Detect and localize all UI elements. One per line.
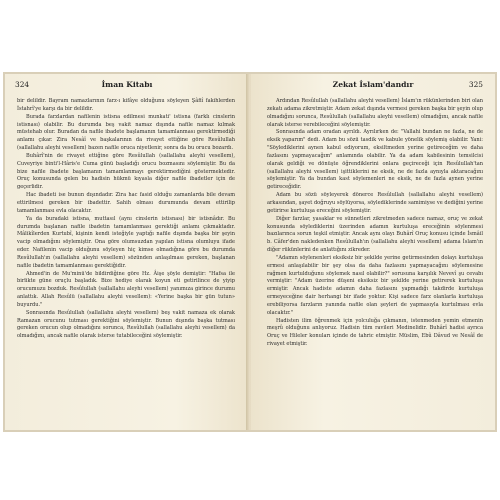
left-page-header xyxy=(5,80,249,94)
page-number: 324 xyxy=(15,80,30,89)
paragraph: Adam bu sözü söyleyerek dönerce Resûlullah (sallallahu aleyhi vesellem) arkasından, şayet doğruyu söylüyorsa, söylediklerinde samimiyse ve dediğini yerine getirirse kurtuluşa ereceğini söylemiştir. xyxy=(267,192,483,214)
paragraph: Ardından Resûlullah (sallallahu aleyhi vesellem) İslam'ın rükünlerinden biri olan zekatı adama zikretmiştir. Adam zekat dışında vermesi gereken başka bir şeyin olup olmadığını sorunca, Resûlullah (sallallahu aleyhi vesellem) olmadığını, ancak nafile olarak isterse verebileceğini söylemiştir. xyxy=(267,98,483,128)
running-title: İman Kitabı xyxy=(101,80,153,89)
left-page xyxy=(5,74,249,430)
paragraph: bir delildir. Bayram namazlarının farz-ı kifâye olduğunu söyleyen Şâfiî fakihlerden İstahrî'ye karşı da bir delildir. xyxy=(17,98,235,112)
paragraph: Buhârî'nin de rivayet ettiğine göre Resûlullah (sallallahu aleyhi vesellem), Cuveyriye binti'l-Hâris'e Cuma günü başladığı orucu bozmasını söylemiştir. Bu da bize nafile ibadete başlamanın tamamlanmayı gerektirmediğini göstermektedir. Oruç konusunda gelen bu hadisin hükmü kıyasla diğer nafile ibadetler için de geçerlidir. xyxy=(17,152,235,191)
page-number: 325 xyxy=(468,80,483,89)
paragraph: Sonrasında Resûlullah (sallallahu aleyhi vesellem) beş vakit namaza ek olarak Ramazan orucunu tutması gerektiğini söylemiştir. Bunun dışında başka tutması gereken orucun olup olmadığını sorunca, Resûlullah (sallallahu aleyhi vesellem) da olmadığını, ancak nafile olarak isterse tutabileceğini söylemiştir. xyxy=(17,309,235,340)
paragraph: Hadisten ilim öğrenmek için yolculuğa çıkmanın, istenmeden yemin etmenin meşrû olduğunu anlıyoruz. Hadisin tüm ravileri Medinelidir. Buhârî hadisi ayrıca Oruç ve Hileler konuları içinde de tahric etmiştir. Müslim, Ebû Dâvud ve Nesâî de rivayet etmiştir. xyxy=(267,317,483,348)
right-page-body xyxy=(267,98,483,349)
paragraph: "Adamın söylenenleri eksiksiz bir şekilde yerine getirmesinden dolayı kurtuluşa ermesi anlaşılabilir bir şey olsa da daha fazlasını yapmayacağını söylemesine rağmen kurtulduğunu söylemek nasıl olabilir?" sorusuna karşılık Nevevî şu cevabı vermiştir: "Adam üzerine düşeni eksiksiz bir şekilde yerine getirerek kurtuluşa ermiştir. Ancak hadiste adamın daha fazlasını yapmadığı takdirde kurtuluşa ermeyeceğine dair herhangi bir ifade yoktur. Kişi sadece farz olanlarla kurtuluşa erebiliyorsa farzların yanında nafile olan şeyleri de yapmasıyla kurtulması evla olacaktır." xyxy=(267,254,483,316)
left-page-body xyxy=(17,98,235,341)
paragraph: Ahmed'in de Mu'minü'de bildirdiğine göre Hz. Âişe şöyle demiştir: "Hafsa ile birlikte güne oruçlu başladık. Bize hediye olarak koyun eti getirilince de yiyip orucumuzu bozduk. Resûlullah (sallallahu aleyhi vesellem) yanımıza girince durumu anlattık. Allah Resûlü (sallallahu aleyhi vesellem): «Yerine başka bir gün tutun» buyurdu." xyxy=(17,270,235,308)
paragraph: Hac ibadeti ise bunun dışındadır. Zira hac fasid olduğu zamanlarda bile devam ettirilmesi gereken bir ibadettir. Sahih olması durumunda devam ettirilip tamamlanması evla olacaktır. xyxy=(17,192,235,214)
paragraph: Sonrasında adam oradan ayrıldı. Ayrılırken de: "Vallahi bundan ne fazla, ne de eksik yaparım" dedi. Adam bu sözü tasdik ve kabule yönelik söylemiş olabilir. Yani: "Söylediklerini aynen kabul ediyorum, eksiltmeden yerine getireceğim ve daha fazlasını yapmayacağım" anlamında olabilir. Ya da adam kabilesinin temsilcisi olarak geldiği ve dönüşte öğrendiklerini onlara geçireceği için Resûlullah'tan (sallallahu aleyhi vesellem) işittiklerini ne eksik, ne de fazla aynıyla aktaracağını söylemiştir. Ya da bundan kast söylemenleri ne eksik, ne de fazla aynen yerine getireceğidir. xyxy=(267,129,483,191)
paragraph: Burada farzlardan nafilenin istisna edilmesi munkati' istisna (farklı cinslerin istisnası) olabilir. Bu durumda beş vakit namaz dışında nafile namaz kılmak müstehab olur. Buradan da nafile ibadete başlamanın tamamlanması gerektirmediği anlamı çıkar. Zira Nesâî ve başkalarının da rivayet ettiğine göre Resûlullah (sallallahu aleyhi vesellem) bazen nafile oruca niyetlenir, sonra da bu orucu bozardı. xyxy=(17,113,235,152)
running-title: Zekat İslam'dandır xyxy=(332,80,414,89)
paragraph: Diğer farzlar, yasaklar ve sünnetleri zikretmeden sadece namaz, oruç ve zekat konusunda söylediklerini üzerinden adamın kurtuluşa ereceğinin söylenmesi bazılarınca sorun teşkil etmiştir. Ancak aynı olayı Buhârî Oruç konusu içinde İsmâil b. Câfer'den nakledenken Resûlullah'ın (sallallahu aleyhi vesellem) adama İslam'ın diğer rükünlerini de anlattığını zikreder. xyxy=(267,215,483,254)
right-page xyxy=(251,74,495,430)
paragraph: Ya da buradaki istisna, muttasıl (aynı cinslerin istisnası) bir istisnâdır. Bu durumda başlanan nafile ibadetin tamamlanması gerektiği anlamı çıkmaktadır. Mâlikîlerden Kurtubî, kişinin kendi isteğiyle yaptığı nafile dışında başka bir şeyin vacip olmadığını söylemiştir. Ona göre olumsuzdan yapılan istisna olumluyu ifade eder. Nafilenin vacip olduğunu söyleyen hiç kimse olmadığına göre bu durumda Resûlullah'ın (sallallahu aleyhi vesellem) sözünden anlaşılması gereken, başlanan nafile ibadetin tamamlanması gerektiğidir. xyxy=(17,215,235,269)
right-page-header xyxy=(251,80,495,94)
